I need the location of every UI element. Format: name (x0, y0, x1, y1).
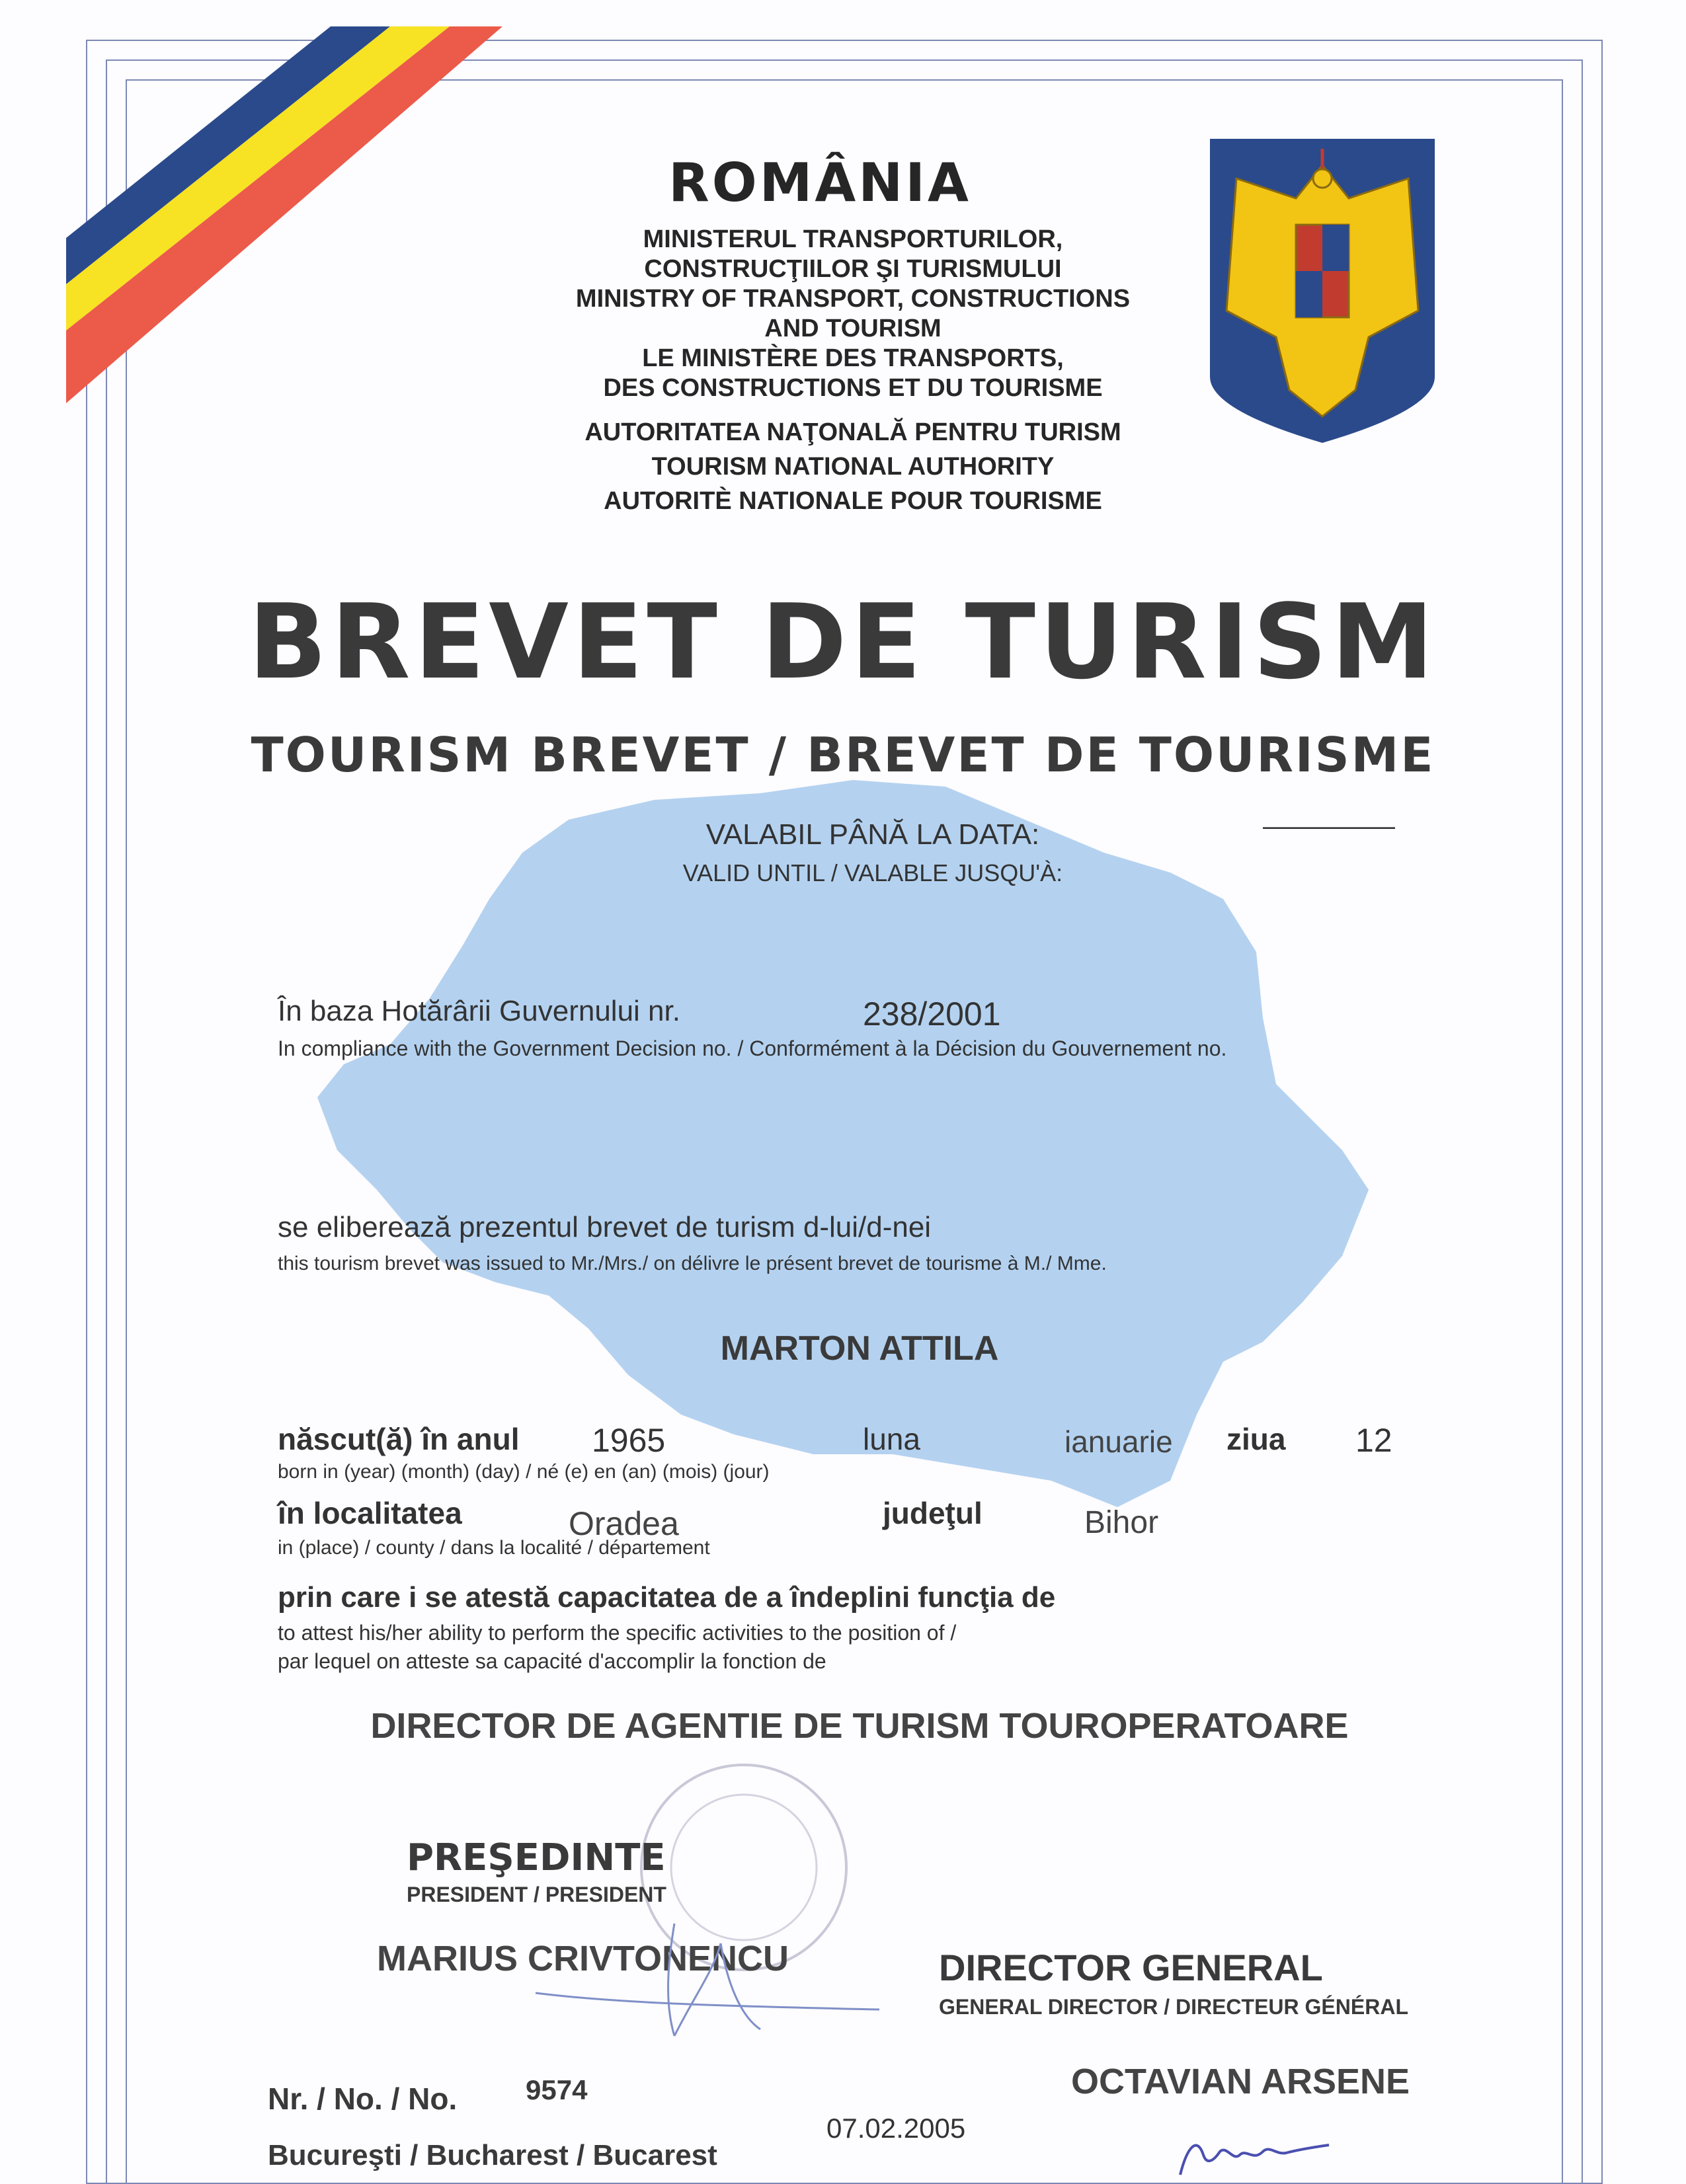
authority-fr: AUTORITÈ NATIONALE POUR TOURISME (604, 487, 1102, 515)
director-name: OCTAVIAN ARSENE (1071, 2062, 1410, 2101)
birth-label-en-fr: born in (year) (month) (day) / né (e) en (an) (mois) (jour) (278, 1461, 770, 1483)
document-subtitle: TOURISM BREVET / BREVET DE TOURISME (251, 727, 1435, 783)
validity-value: ————— (1263, 812, 1395, 841)
attest-label-en: to attest his/her ability to perform the specific activities to the position of / (278, 1621, 957, 1645)
director-title-en-fr: GENERAL DIRECTOR / DIRECTEUR GÉNÉRAL (939, 1995, 1408, 2019)
authority-ro: AUTORITATEA NAŢONALĂ PENTRU TURISM (584, 418, 1121, 446)
holder-name: MARTON ATTILA (720, 1329, 999, 1368)
ministry-en-line-1: MINISTRY OF TRANSPORT, CONSTRUCTIONS (575, 285, 1131, 313)
position-title: DIRECTOR DE AGENTIE DE TURISM TOUROPERATOARE (370, 1706, 1349, 1746)
validity-label-en-fr: VALID UNTIL / VALABLE JUSQU'À: (682, 859, 1063, 886)
certificate-number-label: Nr. / No. / No. (268, 2082, 458, 2116)
birth-place-label: în localitatea (278, 1496, 462, 1530)
issued-label-ro: se eliberează prezentul brevet de turism d-lui/d-nei (278, 1211, 932, 1243)
certificate-number: 9574 (526, 2074, 588, 2105)
decision-label-ro: În baza Hotărârii Guvernului nr. (278, 995, 680, 1027)
issue-city: Bucureşti / Bucharest / Bucarest (268, 2139, 717, 2171)
president-name: MARIUS CRIVTONENCU (377, 1939, 789, 1978)
ministry-fr-line-2: DES CONSTRUCTIONS ET DU TOURISME (603, 374, 1103, 402)
director-signature-icon (1164, 2125, 1375, 2181)
birth-day-value: 12 (1355, 1422, 1392, 1459)
attest-label-fr: par lequel on atteste sa capacité d'accomplir la fonction de (278, 1649, 826, 1673)
birth-place-label-en-fr: in (place) / county / dans la localité / département (278, 1537, 710, 1559)
ministry-en-line-2: AND TOURISM (764, 315, 942, 342)
document-title: BREVET DE TURISM (248, 582, 1438, 702)
romanian-flag-ribbon (0, 0, 529, 430)
validity-label-ro: VALABIL PÂNĂ LA DATA: (705, 818, 1040, 851)
director-title-ro: DIRECTOR GENERAL (939, 1947, 1323, 1988)
authority-en: TOURISM NATIONAL AUTHORITY (651, 453, 1055, 481)
coat-of-arms-icon (1210, 139, 1435, 443)
president-title-en-fr: PRESIDENT / PRESIDENT (407, 1883, 666, 1906)
ministry-block (463, 225, 1243, 518)
birth-county-label: judeţul (883, 1496, 983, 1530)
president-title-ro: PREŞEDINTE (407, 1836, 666, 1879)
birth-year-label: născut(ă) în anul (278, 1422, 520, 1456)
president-signature-icon (522, 1904, 893, 2062)
ministry-fr-line-1: LE MINISTÈRE DES TRANSPORTS, (642, 344, 1064, 372)
birth-month-value: ianuarie (1064, 1424, 1173, 1459)
romania-map-silhouette (311, 780, 1382, 1520)
birth-year-value: 1965 (592, 1422, 666, 1459)
issued-label-en-fr: this tourism brevet was issued to Mr./Mrs./ on délivre le présent brevet de tourisme à M./ Mme. (278, 1253, 1107, 1274)
attest-label-ro: prin care i se atestă capacitatea de a îndeplini funcţia de (278, 1581, 1056, 1614)
birth-month-label: luna (863, 1422, 920, 1456)
decision-label-en-fr: In compliance with the Government Decision no. / Conformément à la Décision du Gouvernement no. (278, 1036, 1227, 1060)
decision-number: 238/2001 (863, 995, 1001, 1033)
birth-day-label: ziua (1226, 1422, 1286, 1456)
ministry-ro-line-1: MINISTERUL TRANSPORTURILOR, (643, 225, 1063, 253)
issue-date: 07.02.2005 (826, 2113, 966, 2144)
ministry-ro-line-2: CONSTRUCŢIILOR ŞI TURISMULUI (644, 255, 1062, 283)
birth-county-value: Bihor (1084, 1505, 1159, 1540)
birth-place-value: Oradea (569, 1505, 679, 1542)
country-title: ROMÂNIA (668, 152, 971, 214)
